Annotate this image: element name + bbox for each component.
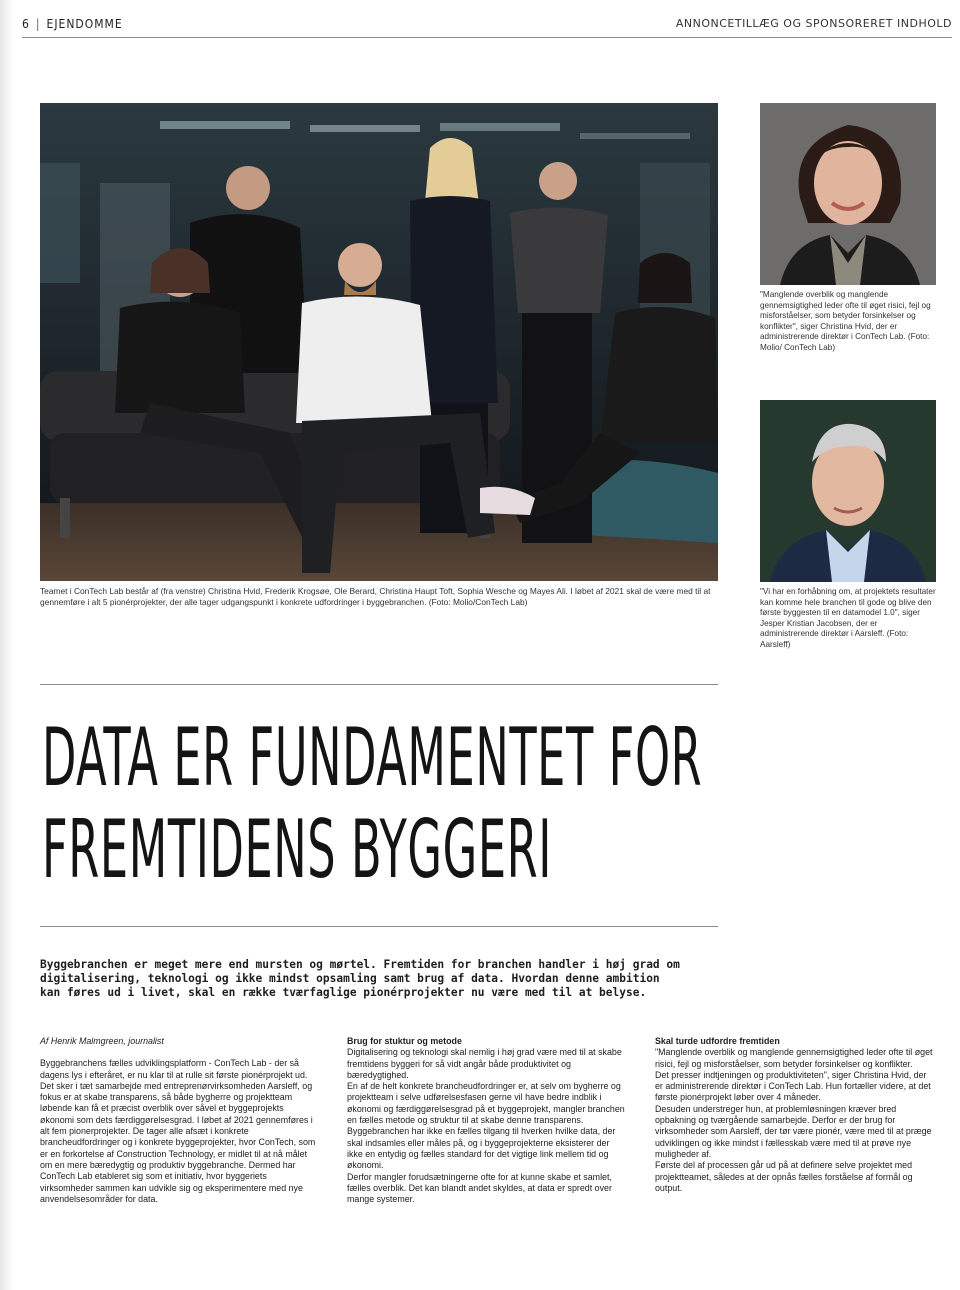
paragraph: Desuden understreger hun, at problemløsningen kræver bred opbakning og tværgående samarbejde. Derfor er der brug for virksomheder som Aarsleff, der tør være pionér, være med til at præge udviklingen og ikke mindst i fællesskab være med til at prøve nye muligheder af. <box>655 1103 932 1159</box>
portrait-christina-caption: "Manglende overblik og manglende gennemsigtighed leder ofte til øget risici, fejl og misforståelser, som betyder forsinkelser og konflikter", siger Christina Hvid, der er administrerende direktør i ConTech Lab. (Foto: Molio/ ConTech Lab) <box>760 290 931 352</box>
headline-line-2: FREMTIDENS BYGGERI <box>42 803 553 896</box>
page-header <box>22 14 952 38</box>
section-name: EJENDOMME <box>46 17 123 31</box>
subheading: Brug for stuktur og metode <box>347 1036 462 1046</box>
sponsored-label: ANNONCETILLÆG OG SPONSORERET INDHOLD <box>675 17 952 30</box>
portrait-illustration <box>760 400 936 582</box>
header-separator: | <box>35 17 41 31</box>
headline-line-1: DATA ER FUNDAMENTET FOR <box>42 711 703 804</box>
article-column-1 <box>40 1036 320 1205</box>
article-column-3 <box>655 1036 935 1194</box>
paragraph: Byggebranchens fælles udviklingsplatform - ConTech Lab - der så dagens lys i efteråret, er nu klar til at rulle sit første pionérprojekt ud. Det sker i tæt samarbejde med entreprenørvirksomheden Aarsleff, og fokus er at skabe transparens, så både bygherre og projektteam løbende kan få et præcist overblik over såvel et byggeprojekts økonomi som dets færdiggørelsesgrad. I løbet af 2021 gennemføres i alt fem pionerprojekter. De tager alle afsæt i konkrete brancheudfordringer og i konkrete byggeprojekter, hvor ConTech, som er en forkortelse af Construction Technology, er midlet til at nå målet om en mere bæredygtig og produktiv byggebranche. Dermed har ConTech Lab etableret sig som et initiativ, hvor byggeriets virksomheder sammen kan udvikle sig og eksperimentere med nye anvendelsesområder for data. <box>40 1058 316 1204</box>
portrait-jesper-caption: "Vi har en forhåbning om, at projektets resultater kan komme hele branchen til gode og blive den første byggesten til en datamodel 1.0", siger Jesper Kristian Jacobsen, der er administrerende direktør i Aarsleff. (Foto: Aarsleff) <box>760 587 936 649</box>
headline-rule-bottom <box>40 926 718 927</box>
team-photo <box>40 103 718 581</box>
paragraph: Det presser indtjeningen og produktiviteten", siger Christina Hvid, der er administrerende direktør i ConTech Lab. Hun fortæller videre, at det første pionérprojekt løber over 4 måneder. <box>655 1069 931 1103</box>
team-photo-illustration <box>40 103 718 581</box>
paragraph: Første del af processen går ud på at definere selve projektet med projektteamet, således at der opnås fælles forståelse af formål og output. <box>655 1160 913 1193</box>
paragraph: En af de helt konkrete brancheudfordringer er, at selv om bygherre og projektteam i selve udførelsesfasen gerne vil have bedre indblik i økonomi og færdiggørelsesgrad på et byggeprojekt, mangler branchen en fælles metode og struktur til at skabe denne transparens. <box>347 1081 625 1126</box>
page-number: 6 <box>22 17 30 31</box>
team-photo-caption: Teamet i ConTech Lab består af (fra venstre) Christina Hvid, Frederik Krogsøe, Ole Berard, Christina Haupt Toft, Sophia Wesche og Mayes Ali. I løbet af 2021 skal de være med til at gennemføre i alt 5 pionérprojekter, der alle tager udgangspunkt i konkrete udfordringer i byggebranchen. (Foto: Molio/ConTech Lab) <box>40 586 711 607</box>
subheading: Skal turde udfordre fremtiden <box>655 1036 780 1046</box>
article-column-2 <box>347 1036 627 1205</box>
portrait-illustration <box>760 103 936 285</box>
article-headline <box>42 711 703 896</box>
paragraph: "Manglende overblik og manglende gennemsigtighed leder ofte til øget risici, fejl og misforståelser, som betyder forsinkelser og konflikter. <box>655 1047 933 1069</box>
paragraph: Digitalisering og teknologi skal nemlig i høj grad være med til at skabe fremtidens byggeri for så vidt angår både produktivitet og bæredygtighed. <box>347 1047 622 1080</box>
portrait-jesper-jacobsen <box>760 400 936 582</box>
byline: Af Henrik Malmgreen, journalist <box>40 1036 164 1046</box>
article-lead: Byggebranchen er meget mere end mursten og mørtel. Fremtiden for branchen handler i høj grad om digitalisering, teknologi og ikke mindst opsamling samt brug af data. Hvordan denne ambition kan føres ud i livet, skal en række tværfaglige pionérprojekter nu være med til at belyse. <box>40 958 680 999</box>
paragraph: Byggebranchen har ikke en fælles tilgang til hverken hvilke data, der skal indsamles eller måles på, og i byggeprojekterne eksisterer der ikke en entydig og fælles standard for det vigtige link mellem tid og økonomi. <box>347 1126 616 1171</box>
headline-rule-top <box>40 684 718 685</box>
paragraph: Derfor mangler forudsætningerne ofte for at kunne skabe et samlet, fælles overblik. Det kan blandt andet skyldes, at data er spredt over mange systemer. <box>347 1171 612 1205</box>
page-edge-shadow <box>0 0 14 1290</box>
header-left <box>22 17 123 31</box>
portrait-christina-hvid <box>760 103 936 285</box>
